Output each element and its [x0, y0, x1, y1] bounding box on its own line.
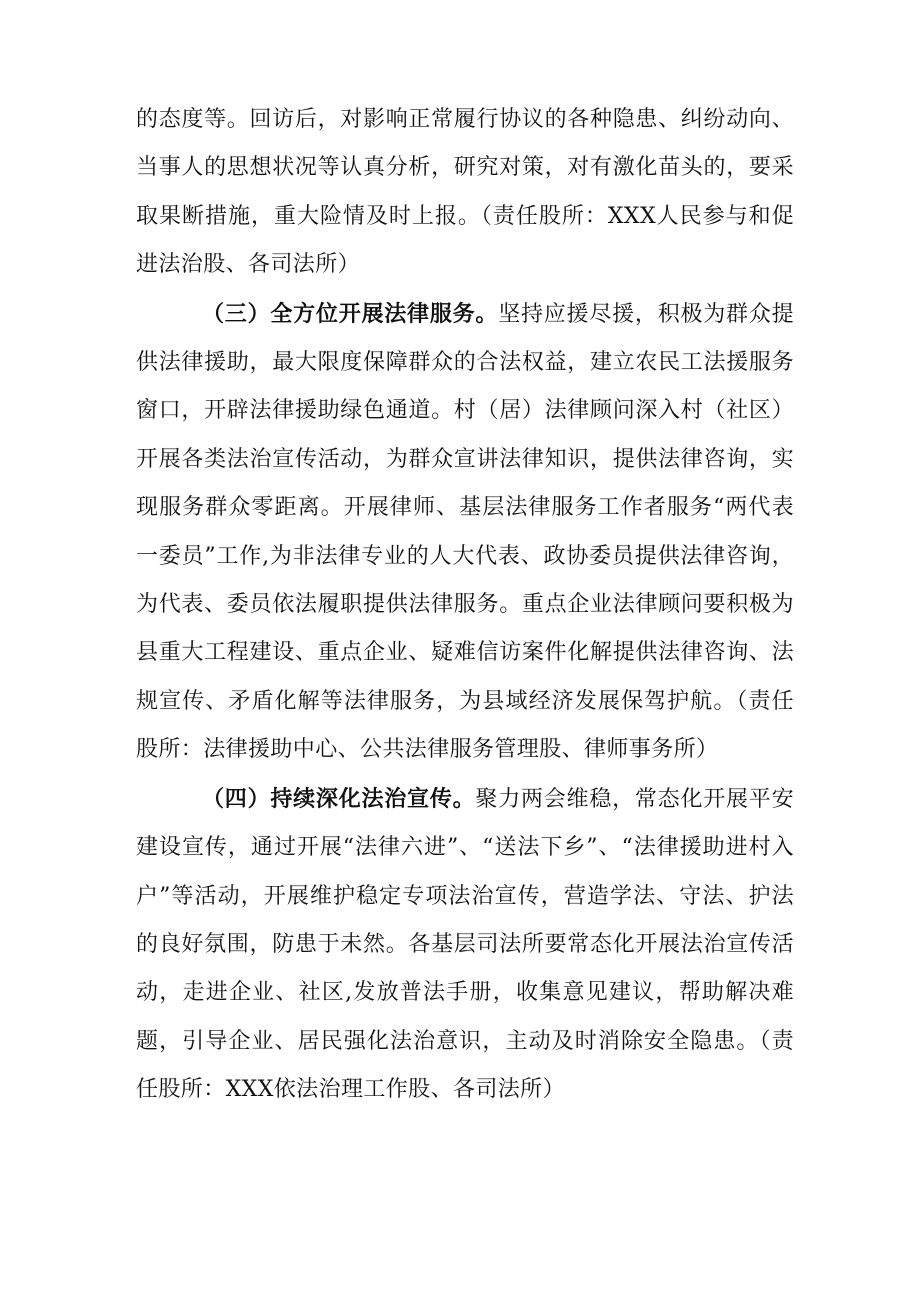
paragraph-section-4 [136, 775, 794, 1115]
paragraph-body: 的态度等。回访后，对影响正常履行协议的各种隐患、纠纷动向、当事人的思想状况等认真分析，研究对策，对有激化苗头的，要采取果断措施，重大险情及时上报。（责任股所：XXX人民参与和促进法治股、各司法所） [136, 107, 794, 278]
section-heading: （四）持续深化法治宣传。 [202, 785, 476, 812]
paragraph-section-3 [136, 290, 794, 775]
section-heading: （三）全方位开展法律服务。 [202, 300, 499, 327]
paragraph-body: 坚持应援尽援，积极为群众提供法律援助，最大限度保障群众的合法权益，建立农民工法援服务窗口，开辟法律援助绿色通道。村（居）法律顾问深入村（社区）开展各类法治宣传活动，为群众宣讲法律知识，提供法律咨询，实现服务群众零距离。开展律师、基层法律服务工作者服务“两代表一委员”工作,为非法律专业的人大代表、政协委员提供法律咨询，为代表、委员依法履职提供法律服务。重点企业法律顾问要积极为县重大工程建设、重点企业、疑难信访案件化解提供法律咨询、法规宣传、矛盾化解等法律服务，为县域经济发展保驾护航。（责任股所：法律援助中心、公共法律服务管理股、律师事务所） [136, 301, 795, 763]
paragraph-body: 聚力两会维稳，常态化开展平安建设宣传，通过开展“法律六进”、“送法下乡”、“法律援助进村入户”等活动，开展维护稳定专项法治宣传，营造学法、守法、护法的良好氛围，防患于未然。各基层司法所要常态化开展法治宣传活动，走进企业、社区,发放普法手册，收集意见建议，帮助解决难题，引导企业、居民强化法治意识，主动及时消除安全隐患。（责任股所：XXX依法治理工作股、各司法所） [136, 786, 794, 1103]
paragraph-continuation [136, 96, 794, 290]
document-page [136, 96, 794, 1115]
